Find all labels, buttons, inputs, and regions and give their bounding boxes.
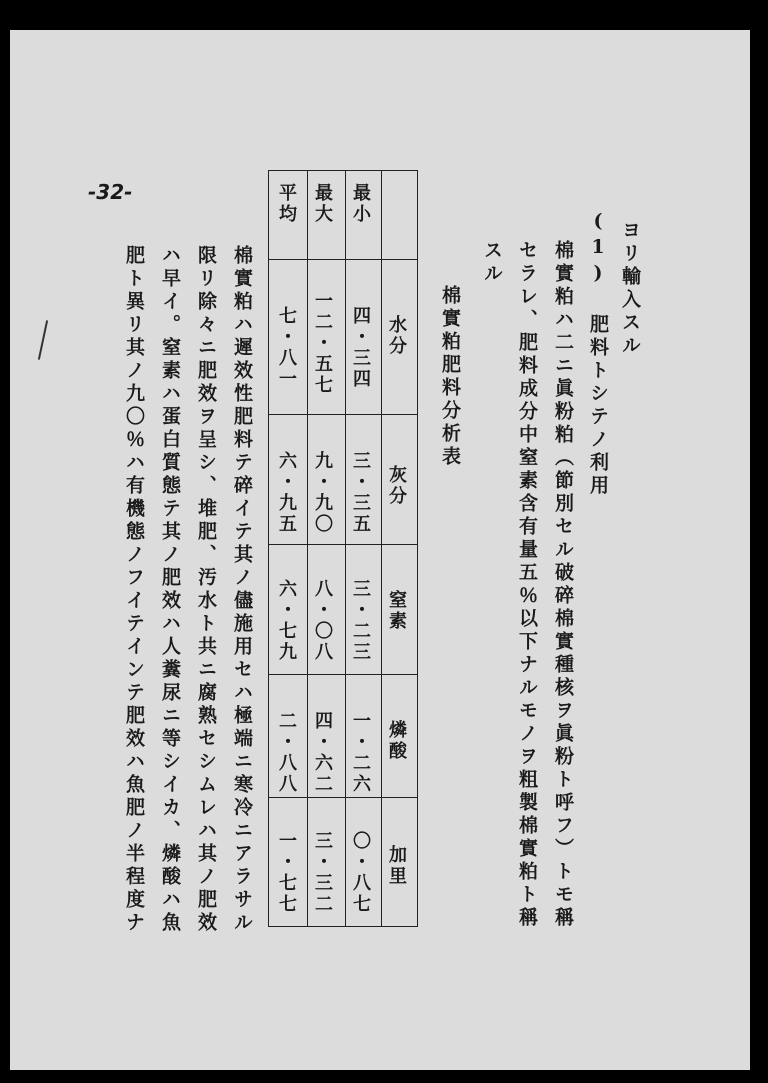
header-water: 水分 — [386, 315, 407, 357]
body-column-2: 限リ除々ニ肥效ヲ呈シ、堆肥、汚水ト共ニ腐熟セシムレハ其ノ肥效 — [195, 245, 217, 935]
header-phosphoric: 燐酸 — [386, 720, 407, 762]
table-cell: 一二・五七 — [312, 291, 333, 396]
table-cell: 六・九五 — [276, 451, 297, 535]
body-column-3: ハ早イ。窒素ハ蛋白質態テ其ノ肥效ハ人糞尿ニ等シイカ、燐酸ハ魚 — [159, 245, 181, 935]
header-potash: 加里 — [386, 845, 407, 887]
text-column-3: 棉實粕ハ二ニ眞粉粕（節別セル破碎棉實種核ヲ眞粉ト呼フ）トモ稱 — [552, 240, 574, 930]
table-cell: 七・八一 — [276, 306, 297, 390]
table-cell: 〇・八七 — [350, 831, 371, 915]
table-cell: 二・八八 — [276, 711, 297, 795]
text-column-5: スル — [481, 240, 503, 286]
table-cell: 九・九〇 — [312, 451, 333, 535]
text-column-1: ヨリ輸入スル — [619, 220, 641, 358]
table-cell: 一・七七 — [276, 831, 297, 915]
analysis-table — [268, 170, 418, 927]
table-cell: 四・六二 — [312, 711, 333, 795]
table-title: 棉實粕肥料分析表 — [439, 285, 461, 469]
row-label-avg: 平均 — [276, 183, 297, 225]
table-cell: 八・〇八 — [312, 579, 333, 663]
table-cell: 三・三五 — [350, 451, 371, 535]
table-cell: 三・二三 — [350, 579, 371, 663]
table-cell: 一・二六 — [350, 711, 371, 795]
header-nitrogen: 窒素 — [386, 590, 407, 632]
row-label-min: 最小 — [350, 183, 371, 225]
table-cell: 四・三四 — [350, 306, 371, 390]
table-cell: 六・七九 — [276, 579, 297, 663]
margin-mark — [38, 320, 48, 360]
body-column-1: 棉實粕ハ遲效性肥料テ碎イテ其ノ儘施用セハ極端ニ寒冷ニアラサル — [231, 245, 253, 935]
table-cell: 三・三二 — [312, 831, 333, 915]
section-heading: (1) 肥料トシテノ利用 — [587, 210, 609, 498]
document-page — [10, 30, 750, 1070]
header-ash: 灰分 — [386, 465, 407, 507]
page-number: -32- — [88, 180, 133, 204]
body-column-4: 肥ト異リ其ノ九〇％ハ有機態ノフイテインテ肥效ハ魚肥ノ半程度ナ — [123, 245, 145, 935]
text-column-4: セラレ、肥料成分中窒素含有量五％以下ナルモノヲ粗製棉實粕ト稱 — [516, 240, 538, 930]
row-label-max: 最大 — [312, 183, 333, 225]
